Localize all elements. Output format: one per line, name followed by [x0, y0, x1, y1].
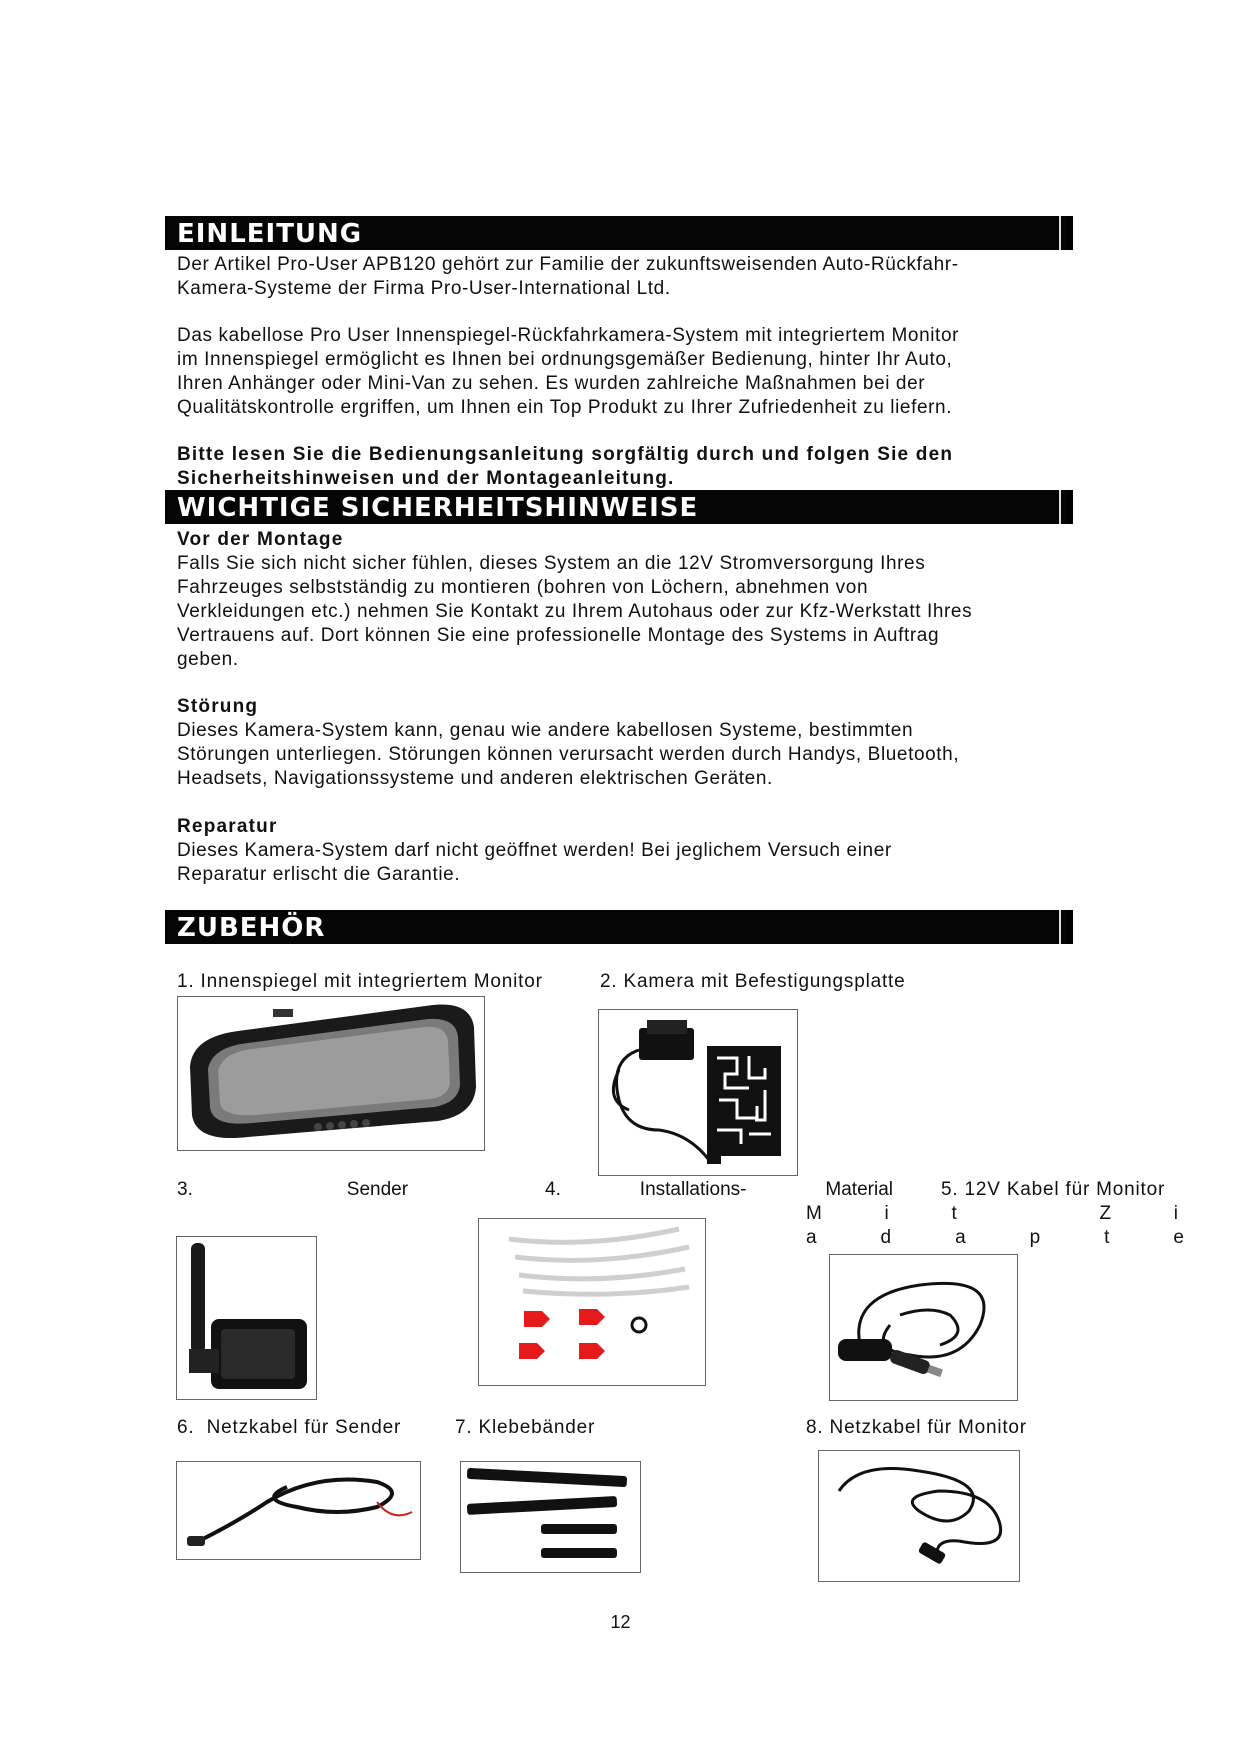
section-header-einleitung [165, 216, 1073, 250]
accessory-caption-4-line2: M i t Z i [806, 1203, 1178, 1224]
section-title: ZUBEHÖR [177, 913, 326, 943]
installation-material-image [478, 1218, 706, 1386]
accessory-caption-8: 8. Netzkabel für Monitor [806, 1417, 1027, 1438]
page-number: 12 [610, 1612, 631, 1632]
accessory-caption-6: 6. Netzkabel für Sender [177, 1417, 402, 1438]
safety-heading-montage: Vor der Montage [177, 529, 344, 550]
accessory-caption-2: 2. Kamera mit Befestigungsplatte [600, 971, 906, 992]
accessory-caption-4: 4. Installations- Material [545, 1179, 893, 1200]
accessory-caption-3: 3. Sender [177, 1179, 409, 1200]
section-header-safety [165, 490, 1073, 524]
mirror-monitor-image [177, 996, 485, 1151]
camera-plate-image [598, 1009, 798, 1176]
section-header-accessories [165, 910, 1073, 944]
safety-text-reparatur: Dieses Kamera-System darf nicht geöffnet werden! Bei jeglichem Versuch einer Reparatur erlischt die Garantie. [177, 840, 892, 885]
accessory-caption-4-line3: a d a p t e [806, 1227, 1184, 1248]
safety-text-stoerung: Dieses Kamera-System kann, genau wie andere kabellosen Systeme, bestimmten Störungen unterliegen. Störungen können verursacht werden durch Handys, Bluetooth, Headsets, Navigationssysteme und anderen elektrischen Geräten. [177, 720, 960, 789]
accessory-caption-5: 5. 12V Kabel für Monitor [941, 1179, 1166, 1200]
monitor-cable-image [818, 1450, 1020, 1582]
intro-paragraph-2: Das kabellose Pro User Innenspiegel-Rückfahrkamera-System mit integriertem Monitor im Innenspiegel ermöglicht es Ihnen bei ordnungsgemäßer Bedienung, hinter Ihr Auto, Ihren Anhänger oder Mini-Van zu sehen. Es wurden zahlreiche Maßnahmen bei der Qualitätskontrolle ergriffen, um Ihnen ein Top Produkt zu Ihrer Zufriedenheit zu liefern. [177, 325, 960, 418]
12v-cable-image [829, 1254, 1018, 1401]
intro-paragraph-1: Der Artikel Pro-User APB120 gehört zur Familie der zukunftsweisenden Auto-Rückfahr- Kamera-Systeme der Firma Pro-User-International Ltd. [177, 254, 959, 299]
safety-text-montage: Falls Sie sich nicht sicher fühlen, dieses System an die 12V Stromversorgung Ihres Fahrzeuges selbstständig zu montieren (bohren von Löchern, abnehmen von Verkleidungen etc.) nehmen Sie Kontakt zu Ihrem Autohaus oder zur Kfz-Werkstatt Ihres Vertrauens auf. Dort können Sie eine professionelle Montage des Systems in Auftrag geben. [177, 553, 973, 670]
transmitter-image [176, 1236, 317, 1400]
safety-heading-reparatur: Reparatur [177, 816, 278, 837]
accessory-caption-1: 1. Innenspiegel mit integriertem Monitor [177, 971, 543, 992]
transmitter-cable-image [176, 1461, 421, 1560]
adhesive-strips-image [460, 1461, 641, 1573]
section-title: WICHTIGE SICHERHEITSHINWEISE [177, 493, 699, 523]
accessory-caption-7: 7. Klebebänder [455, 1417, 596, 1438]
safety-heading-stoerung: Störung [177, 696, 259, 717]
intro-notice: Bitte lesen Sie die Bedienungsanleitung sorgfältig durch und folgen Sie den Sicherheitshinweisen und der Montageanleitung. [177, 444, 954, 489]
section-title: EINLEITUNG [177, 219, 363, 249]
